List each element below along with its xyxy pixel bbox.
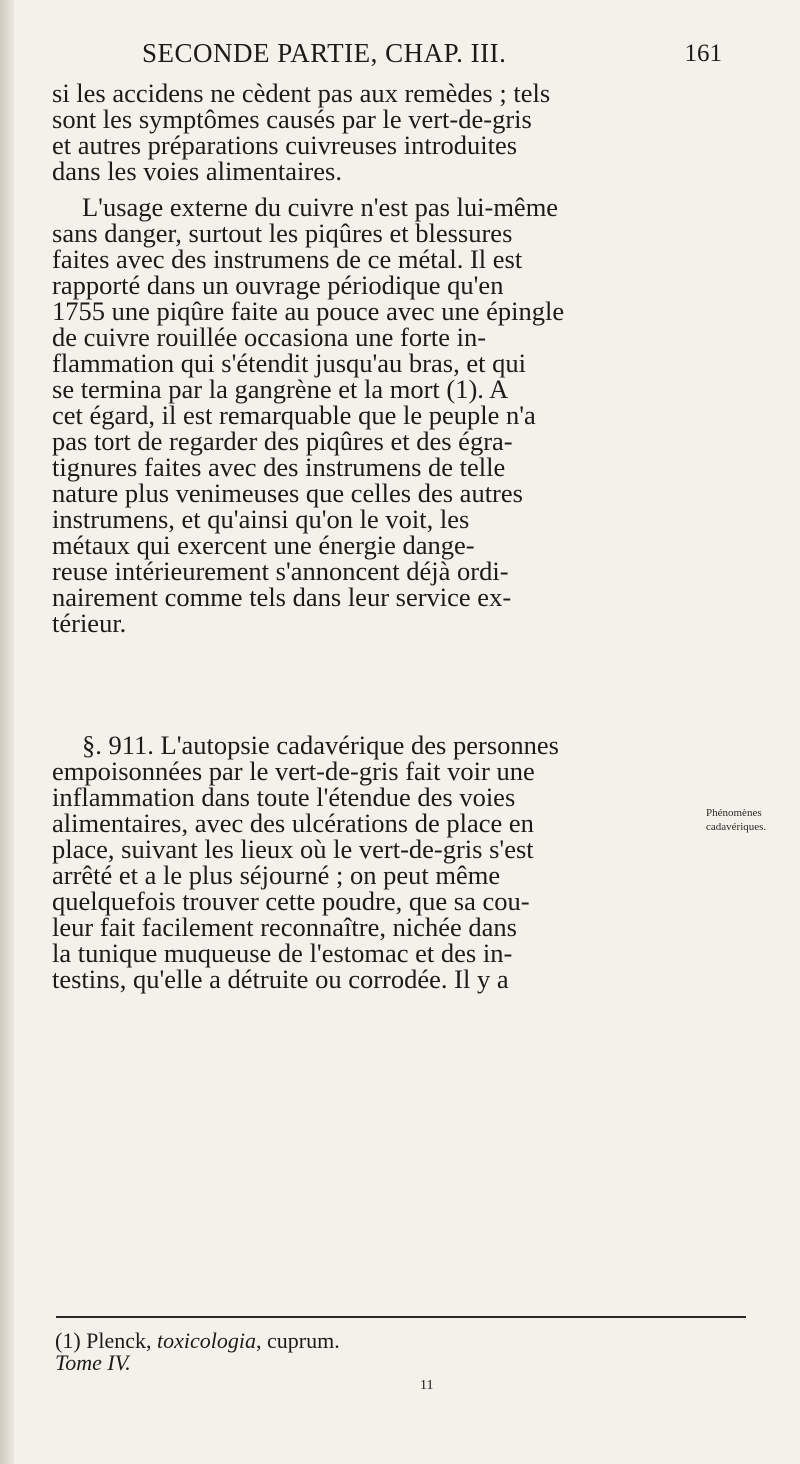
running-title: SECONDE PARTIE, CHAP. III. xyxy=(142,38,507,68)
text-line: leur fait facilement reconnaître, nichée dans xyxy=(52,912,517,942)
text-line: tignures faites avec des instrumens de telle xyxy=(52,452,506,482)
text-line: sans danger, surtout les piqûres et blessures xyxy=(52,218,513,248)
text-line: faites avec des instrumens de ce métal. Il est xyxy=(52,244,523,274)
text-line: pas tort de regarder des piqûres et des égra- xyxy=(52,426,513,456)
margin-note xyxy=(706,806,798,834)
footnote-author: Plenck, xyxy=(86,1328,152,1353)
margin-note-line: Phénomènes xyxy=(706,807,762,819)
text-line: testins, qu'elle a détruite ou corrodée. Il y a xyxy=(52,964,509,994)
book-binding-edge xyxy=(0,0,14,1464)
text-line: et autres préparations cuivreuses introduites xyxy=(52,130,518,160)
text-line: inflammation dans toute l'étendue des voies xyxy=(52,782,516,812)
text-line: nature plus venimeuses que celles des autres xyxy=(52,478,523,508)
text-line: la tunique muqueuse de l'estomac et des in- xyxy=(52,938,513,968)
text-line: se termina par la gangrène et la mort (1). A xyxy=(52,374,509,404)
text-line: quelquefois trouver cette poudre, que sa cou- xyxy=(52,886,530,916)
text-line: sont les symptômes causés par le vert-de-gris xyxy=(52,104,532,134)
page-number: 161 xyxy=(684,40,722,67)
text-line: métaux qui exercent une énergie dange- xyxy=(52,530,475,560)
paragraph-2 xyxy=(52,194,732,636)
text-line: rapporté dans un ouvrage périodique qu'en xyxy=(52,270,504,300)
text-line: L'usage externe du cuivre n'est pas lui-même xyxy=(82,192,559,222)
text-line: 1755 une piqûre faite au pouce avec une épingle xyxy=(52,296,565,326)
text-line: cet égard, il est remarquable que le peuple n'a xyxy=(52,400,536,430)
paragraph-3 xyxy=(52,732,732,992)
text-line: §. 911. L'autopsie cadavérique des personnes xyxy=(82,730,559,760)
text-line: empoisonnées par le vert-de-gris fait voir une xyxy=(52,756,535,786)
text-line: nairement comme tels dans leur service ex- xyxy=(52,582,512,612)
signature-mark: 11 xyxy=(420,1378,434,1393)
text-line: de cuivre rouillée occasiona une forte in- xyxy=(52,322,487,352)
text-line: térieur. xyxy=(52,608,127,638)
book-page xyxy=(52,38,732,992)
text-line: alimentaires, avec des ulcérations de place en xyxy=(52,808,534,838)
text-line: si les accidens ne cèdent pas aux remèdes ; tels xyxy=(52,78,551,108)
text-line: flammation qui s'étendit jusqu'au bras, et qui xyxy=(52,348,526,378)
text-line: dans les voies alimentaires. xyxy=(52,156,342,186)
running-header xyxy=(52,38,732,80)
footnote-section: , cuprum. xyxy=(256,1328,340,1353)
margin-note-line: cadavériques. xyxy=(706,821,767,833)
footnote-work: toxicologia xyxy=(157,1328,257,1353)
text-line: instrumens, et qu'ainsi qu'on le voit, les xyxy=(52,504,470,534)
text-line: place, suivant les lieux où le vert-de-gris s'est xyxy=(52,834,534,864)
footnote-divider xyxy=(56,1316,746,1318)
volume-label: Tome IV. xyxy=(55,1350,131,1375)
footnote xyxy=(55,1330,340,1374)
text-line: reuse intérieurement s'annoncent déjà ordi- xyxy=(52,556,509,586)
footnote-marker: (1) xyxy=(55,1328,81,1353)
paragraph-1 xyxy=(52,80,732,184)
text-line: arrêté et a le plus séjourné ; on peut même xyxy=(52,860,501,890)
